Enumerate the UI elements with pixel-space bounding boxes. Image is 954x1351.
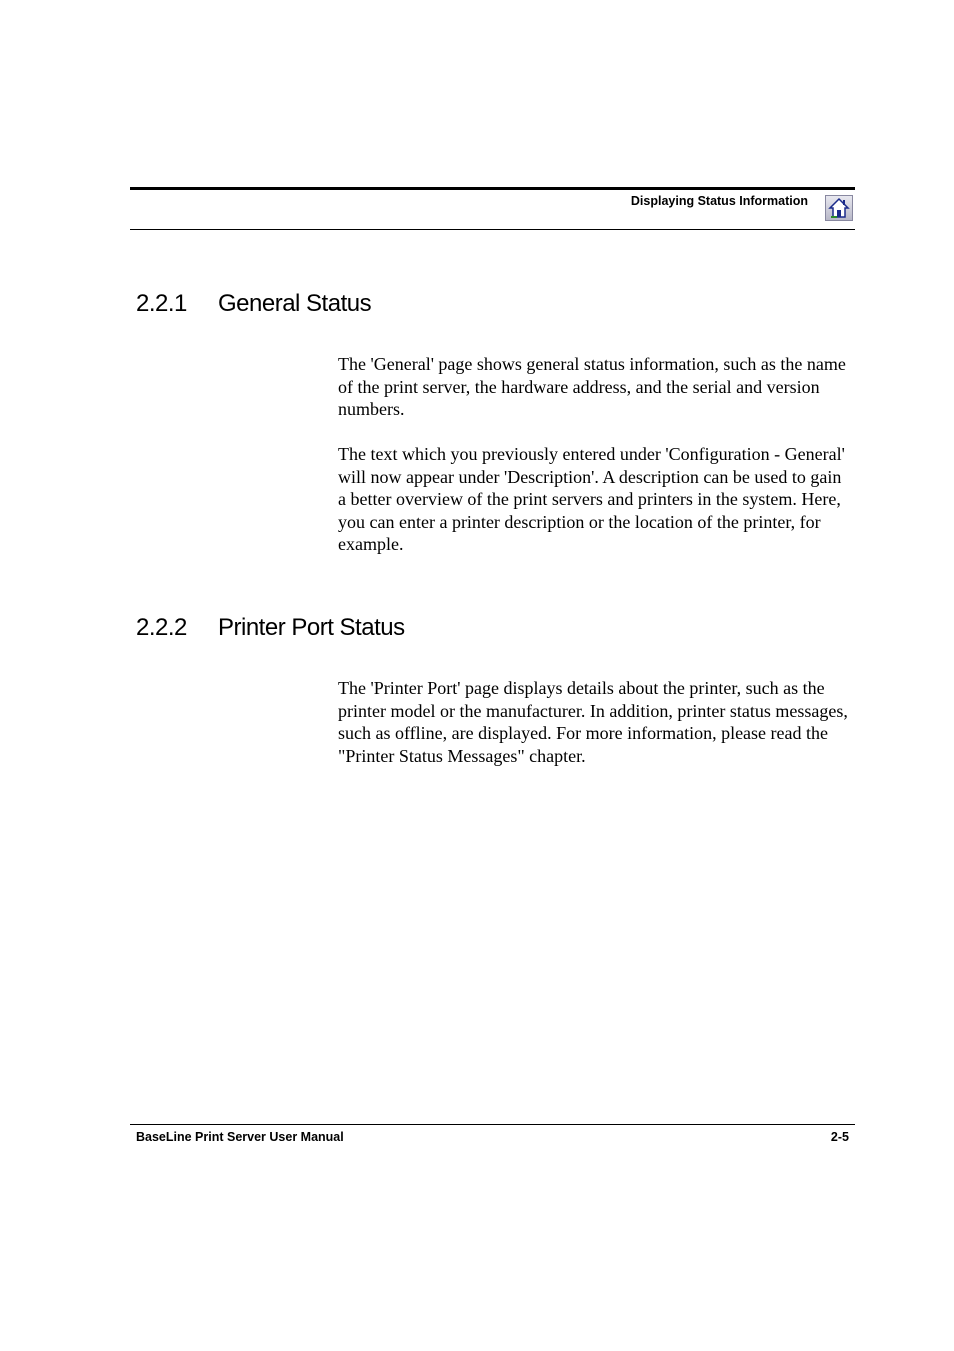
paragraph: The text which you previously entered under 'Configuration - General' will now appear under 'Description'. A description can be used to gain a better overview of the print servers and printers in the system. Here, you can enter a printer description or the location of the printer, for example.: [338, 444, 845, 554]
running-header-title: Displaying Status Information: [630, 194, 808, 208]
footer-page-number: 2-5: [830, 1130, 849, 1144]
header-rule-bottom: [130, 229, 855, 230]
section-heading-printer-port-status: [136, 614, 405, 642]
section-title: Printer Port Status: [218, 614, 405, 641]
footer-manual-title: BaseLine Print Server User Manual: [136, 1130, 344, 1144]
header-rule-top: [130, 187, 855, 190]
section-number: 2.2.2: [136, 614, 187, 641]
section-title: General Status: [218, 290, 372, 317]
home-icon[interactable]: [825, 195, 853, 221]
section-number: 2.2.1: [136, 290, 187, 317]
section-heading-general-status: [136, 290, 371, 318]
paragraph: The 'Printer Port' page displays details about the printer, such as the printer model or the manufacturer. In addition, printer status messages, such as offline, are displayed. For more information, please read the "Printer Status Messages" chapter.: [338, 678, 848, 766]
footer-rule: [130, 1124, 855, 1125]
paragraph: The 'General' page shows general status information, such as the name of the print server, the hardware address, and the serial and version numbers.: [338, 354, 846, 419]
